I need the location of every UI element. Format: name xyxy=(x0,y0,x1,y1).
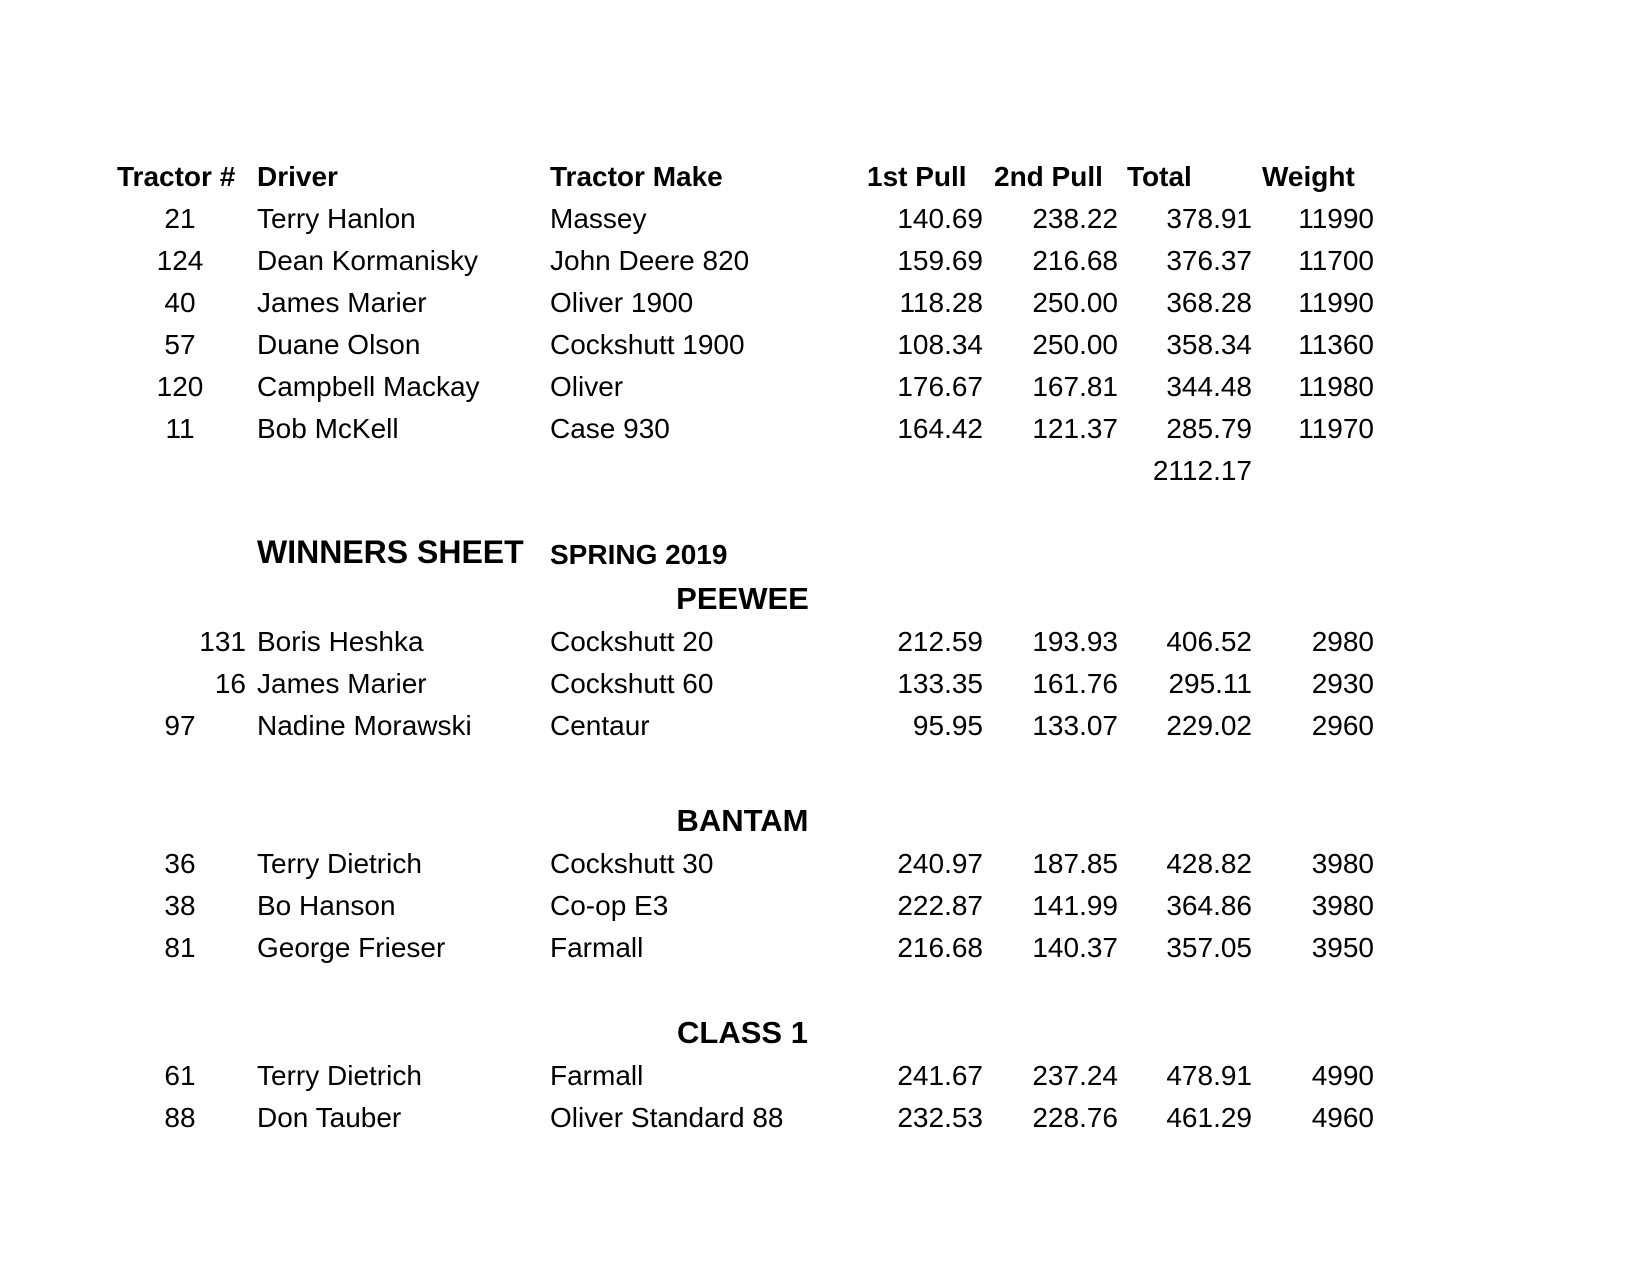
tractor-number: 81 xyxy=(164,932,196,963)
table-row xyxy=(0,240,1650,282)
grand-total-row xyxy=(0,450,1650,492)
table-row xyxy=(0,705,1650,747)
total: 461.29 xyxy=(1166,1102,1252,1133)
driver-name: Bob McKell xyxy=(257,413,399,444)
weight: 2930 xyxy=(1311,668,1374,699)
tractor-number: 38 xyxy=(164,890,196,921)
section-heading-bantam: BANTAM xyxy=(676,803,809,838)
total: 344.48 xyxy=(1166,371,1252,402)
second-pull: 187.85 xyxy=(1032,848,1118,879)
first-pull: 240.97 xyxy=(897,848,983,879)
tractor-make: Cockshutt 60 xyxy=(550,668,714,699)
table-row xyxy=(0,324,1650,366)
tractor-make: Cockshutt 20 xyxy=(550,626,714,657)
driver-name: James Marier xyxy=(257,287,427,318)
first-pull: 164.42 xyxy=(897,413,983,444)
first-pull: 216.68 xyxy=(897,932,983,963)
table-row xyxy=(0,927,1650,969)
weight: 2980 xyxy=(1311,626,1374,657)
tractor-number: 36 xyxy=(164,848,196,879)
first-pull: 95.95 xyxy=(912,710,983,741)
tractor-number: 124 xyxy=(156,245,204,276)
tractor-number: 57 xyxy=(164,329,196,360)
second-pull: 161.76 xyxy=(1032,668,1118,699)
second-pull: 250.00 xyxy=(1032,329,1118,360)
first-pull: 222.87 xyxy=(897,890,983,921)
total: 295.11 xyxy=(1168,668,1252,699)
weight: 11980 xyxy=(1298,371,1374,402)
table-row xyxy=(0,1055,1650,1097)
tractor-make: Centaur xyxy=(550,710,650,741)
first-pull: 241.67 xyxy=(897,1060,983,1091)
header-tractor-number: Tractor # xyxy=(117,161,236,192)
first-pull: 118.28 xyxy=(899,287,983,318)
driver-name: George Frieser xyxy=(257,932,446,963)
tractor-number: 88 xyxy=(164,1102,196,1133)
second-pull: 238.22 xyxy=(1032,203,1118,234)
grand-total: 2112.17 xyxy=(1152,455,1252,486)
first-pull: 159.69 xyxy=(897,245,983,276)
tractor-number: 120 xyxy=(156,371,204,402)
total: 378.91 xyxy=(1166,203,1252,234)
second-pull: 121.37 xyxy=(1032,413,1118,444)
total: 358.34 xyxy=(1166,329,1252,360)
total: 406.52 xyxy=(1166,626,1252,657)
tractor-number: 131 xyxy=(199,626,246,657)
first-pull: 140.69 xyxy=(897,203,983,234)
weight: 4990 xyxy=(1311,1060,1374,1091)
first-pull: 176.67 xyxy=(897,371,983,402)
weight: 11990 xyxy=(1298,203,1374,234)
table-row xyxy=(0,843,1650,885)
weight: 11990 xyxy=(1298,287,1374,318)
driver-name: Campbell Mackay xyxy=(257,371,480,402)
header-first-pull: 1st Pull xyxy=(867,161,967,192)
weight: 11970 xyxy=(1298,413,1374,444)
table-row xyxy=(0,885,1650,927)
header-driver: Driver xyxy=(257,161,338,192)
total: 285.79 xyxy=(1166,413,1252,444)
driver-name: Duane Olson xyxy=(257,329,421,360)
tractor-make: Farmall xyxy=(550,1060,644,1091)
table-row xyxy=(0,408,1650,450)
first-pull: 232.53 xyxy=(897,1102,983,1133)
total: 478.91 xyxy=(1166,1060,1252,1091)
total: 376.37 xyxy=(1166,245,1252,276)
second-pull: 250.00 xyxy=(1032,287,1118,318)
weight: 3950 xyxy=(1311,932,1374,963)
weight: 11700 xyxy=(1298,245,1374,276)
tractor-number: 16 xyxy=(214,668,246,699)
header-weight: Weight xyxy=(1262,161,1355,192)
first-pull: 212.59 xyxy=(897,626,983,657)
tractor-make: Oliver 1900 xyxy=(550,287,694,318)
tractor-make: Cockshutt 1900 xyxy=(550,329,745,360)
total: 428.82 xyxy=(1166,848,1252,879)
section-heading-peewee: PEEWEE xyxy=(676,581,809,616)
tractor-make: Oliver Standard 88 xyxy=(550,1102,784,1133)
table-row xyxy=(0,1097,1650,1139)
second-pull: 216.68 xyxy=(1032,245,1118,276)
second-pull: 133.07 xyxy=(1032,710,1118,741)
total: 368.28 xyxy=(1166,287,1252,318)
header-tractor-make: Tractor Make xyxy=(550,161,723,192)
first-pull: 133.35 xyxy=(897,668,983,699)
second-pull: 228.76 xyxy=(1032,1102,1118,1133)
tractor-make: Farmall xyxy=(550,932,644,963)
second-pull: 167.81 xyxy=(1032,371,1118,402)
tractor-make: Case 930 xyxy=(550,413,670,444)
tractor-number: 11 xyxy=(165,413,195,444)
weight: 3980 xyxy=(1311,848,1374,879)
table-row xyxy=(0,282,1650,324)
weight: 3980 xyxy=(1311,890,1374,921)
tractor-make: Co-op E3 xyxy=(550,890,669,921)
header-total: Total xyxy=(1127,161,1192,192)
section-heading-class-1: CLASS 1 xyxy=(677,1015,808,1050)
tractor-make: Cockshutt 30 xyxy=(550,848,714,879)
second-pull: 140.37 xyxy=(1032,932,1118,963)
driver-name: Boris Heshka xyxy=(257,626,424,657)
column-header-row xyxy=(0,156,1650,198)
second-pull: 237.24 xyxy=(1032,1060,1118,1091)
tractor-number: 40 xyxy=(164,287,196,318)
weight: 4960 xyxy=(1311,1102,1374,1133)
total: 229.02 xyxy=(1166,710,1252,741)
header-second-pull: 2nd Pull xyxy=(994,161,1103,192)
driver-name: Terry Hanlon xyxy=(257,203,416,234)
tractor-make: Massey xyxy=(550,203,647,234)
tractor-make: John Deere 820 xyxy=(550,245,750,276)
table-row xyxy=(0,663,1650,705)
table-row xyxy=(0,621,1650,663)
sheet-title: WINNERS SHEET xyxy=(257,534,524,570)
weight: 2960 xyxy=(1311,710,1374,741)
total: 357.05 xyxy=(1166,932,1252,963)
first-pull: 108.34 xyxy=(897,329,983,360)
driver-name: Terry Dietrich xyxy=(257,1060,422,1091)
tractor-number: 61 xyxy=(164,1060,196,1091)
tractor-number: 97 xyxy=(164,710,196,741)
weight: 11360 xyxy=(1298,329,1374,360)
driver-name: Don Tauber xyxy=(257,1102,402,1133)
driver-name: Bo Hanson xyxy=(257,890,396,921)
total: 364.86 xyxy=(1166,890,1252,921)
table-row xyxy=(0,198,1650,240)
driver-name: Terry Dietrich xyxy=(257,848,422,879)
tractor-number: 21 xyxy=(164,203,196,234)
second-pull: 141.99 xyxy=(1032,890,1118,921)
season-label: SPRING 2019 xyxy=(550,539,728,570)
driver-name: Nadine Morawski xyxy=(257,710,472,741)
driver-name: Dean Kormanisky xyxy=(257,245,478,276)
driver-name: James Marier xyxy=(257,668,427,699)
second-pull: 193.93 xyxy=(1032,626,1118,657)
table-row xyxy=(0,366,1650,408)
tractor-make: Oliver xyxy=(550,371,624,402)
